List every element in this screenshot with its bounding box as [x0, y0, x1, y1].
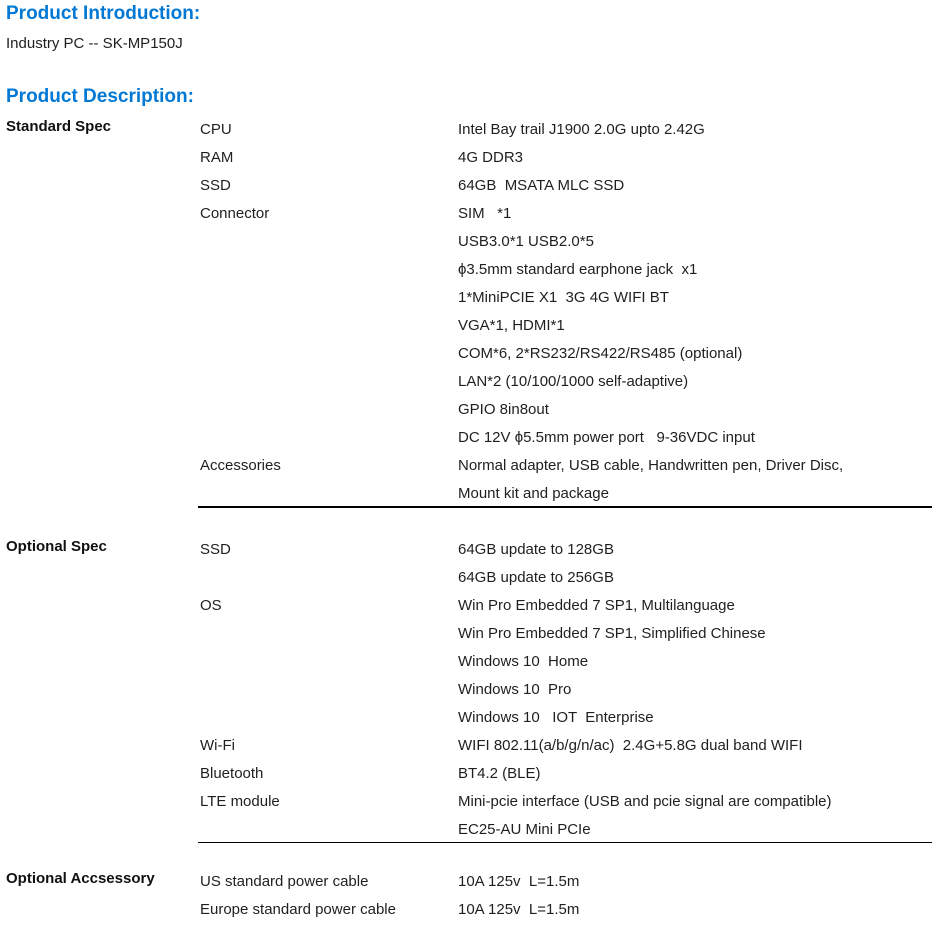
spec-row	[200, 480, 932, 508]
spec-row	[200, 732, 932, 760]
spec-row	[200, 200, 932, 228]
spec-section-title: Standard Spec	[6, 118, 112, 135]
spec-row	[200, 760, 932, 788]
spec-row-label	[200, 704, 458, 732]
spec-row-label	[200, 284, 458, 312]
spec-row-label: Bluetooth	[200, 764, 264, 782]
spec-row-label	[200, 396, 458, 424]
product-description-heading: Product Description:	[6, 86, 194, 107]
spec-row-label	[200, 480, 458, 508]
spec-sections	[0, 116, 932, 924]
spec-row-value: BT4.2 (BLE)	[458, 764, 541, 782]
spec-row-label	[200, 816, 458, 844]
spec-row-label: Connector	[200, 205, 270, 222]
spec-row	[200, 396, 932, 424]
spec-row-value: WIFI 802.11(a/b/g/n/ac) 2.4G+5.8G dual band WIFI	[458, 736, 803, 754]
spec-row	[200, 368, 932, 396]
spec-row	[200, 620, 932, 648]
spec-row-label: RAM	[200, 149, 234, 166]
spec-row-value: 1*MiniPCIE X1 3G 4G WIFI BT	[458, 289, 669, 306]
spec-row-value: LAN*2 (10/100/1000 self-adaptive)	[458, 373, 689, 390]
spec-row	[200, 340, 932, 368]
spec-rows	[200, 536, 932, 844]
spec-row-label	[200, 256, 458, 284]
spec-row-value: Normal adapter, USB cable, Handwritten pen, Driver Disc,	[458, 457, 844, 474]
spec-row	[200, 452, 932, 480]
spec-row	[200, 536, 932, 564]
spec-row-value: USB3.0*1 USB2.0*5	[458, 233, 594, 250]
spec-row-label	[200, 620, 458, 648]
spec-row-label	[200, 340, 458, 368]
spec-row	[200, 424, 932, 452]
spec-row-value: Windows 10 Home	[458, 652, 589, 670]
spec-rows	[200, 116, 932, 508]
spec-row-label: OS	[200, 596, 222, 614]
spec-row-value: Windows 10 IOT Enterprise	[458, 708, 654, 726]
spec-row	[200, 564, 932, 592]
spec-row-value: DC 12V ϕ5.5mm power port 9-36VDC input	[458, 429, 755, 446]
spec-row	[200, 788, 932, 816]
product-introduction-heading: Product Introduction:	[6, 3, 201, 24]
spec-row	[200, 172, 932, 200]
spec-row-label: Accessories	[200, 457, 281, 474]
spec-row-value: Intel Bay trail J1900 2.0G upto 2.42G	[458, 121, 705, 138]
spec-row	[200, 228, 932, 256]
spec-row-value: 64GB MSATA MLC SSD	[458, 177, 625, 194]
spec-row-label: Europe standard power cable	[200, 901, 396, 918]
spec-row	[200, 116, 932, 144]
spec-row-value: VGA*1, HDMI*1	[458, 317, 565, 334]
spec-row	[200, 144, 932, 172]
spec-rows	[200, 868, 932, 924]
spec-row-value: 10A 125v L=1.5m	[458, 873, 580, 890]
spec-row-label: US standard power cable	[200, 873, 369, 890]
spec-row-label: LTE module	[200, 792, 280, 810]
spec-row-value: Mini-pcie interface (USB and pcie signal are compatible)	[458, 792, 832, 810]
spec-row-label: SSD	[200, 540, 231, 558]
spec-row	[200, 704, 932, 732]
spec-row-value: EC25-AU Mini PCIe	[458, 820, 591, 838]
spec-section	[0, 536, 932, 844]
spec-row-value: COM*6, 2*RS232/RS422/RS485 (optional)	[458, 345, 743, 362]
product-introduction-text: Industry PC -- SK-MP150J	[6, 35, 183, 52]
spec-row	[200, 816, 932, 844]
spec-row-label	[200, 676, 458, 704]
spec-row-label	[200, 368, 458, 396]
spec-row-value: Mount kit and package	[458, 485, 609, 502]
spec-row-label: CPU	[200, 121, 232, 138]
spec-row-value: Windows 10 Pro	[458, 680, 572, 698]
spec-section-title: Optional Spec	[6, 537, 107, 555]
spec-row-label	[200, 648, 458, 676]
spec-row-value: 64GB update to 128GB	[458, 540, 614, 558]
spec-row	[200, 256, 932, 284]
spec-row-label: Wi-Fi	[200, 736, 235, 754]
spec-row-value: Win Pro Embedded 7 SP1, Multilanguage	[458, 596, 735, 614]
spec-row-value: 10A 125v L=1.5m	[458, 901, 580, 918]
spec-row-value: 64GB update to 256GB	[458, 568, 614, 586]
spec-section	[0, 116, 932, 508]
spec-row	[200, 284, 932, 312]
spec-section-title: Optional Accsessory	[6, 870, 155, 887]
spec-row	[200, 648, 932, 676]
spec-row	[200, 312, 932, 340]
spec-section	[0, 868, 932, 924]
spec-row-label	[200, 312, 458, 340]
spec-row-value: GPIO 8in8out	[458, 401, 549, 418]
spec-row-label: SSD	[200, 177, 231, 194]
spec-row	[200, 676, 932, 704]
spec-row	[200, 896, 932, 924]
spec-row-value: SIM *1	[458, 205, 512, 222]
spec-row-label	[200, 228, 458, 256]
spec-row	[200, 592, 932, 620]
spec-row-label	[200, 564, 458, 592]
spec-row-label	[200, 424, 458, 452]
spec-row	[200, 868, 932, 896]
spec-row-value: Win Pro Embedded 7 SP1, Simplified Chinese	[458, 624, 766, 642]
spec-row-value: 4G DDR3	[458, 149, 524, 166]
spec-row-value: ϕ3.5mm standard earphone jack x1	[458, 261, 698, 278]
